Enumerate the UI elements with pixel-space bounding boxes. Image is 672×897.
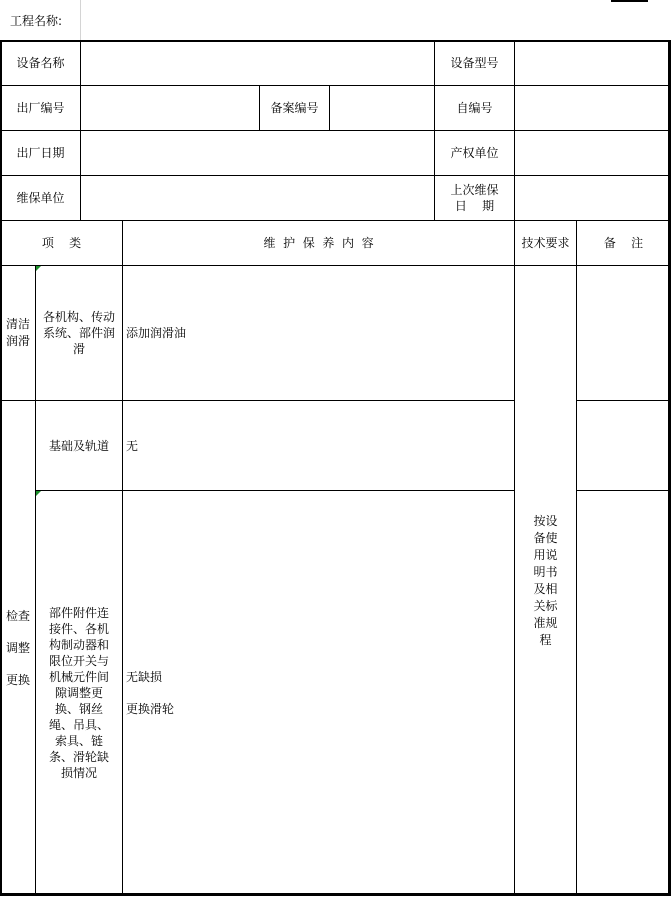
project-name-label: 工程名称:: [10, 14, 63, 28]
last-maint-label-line2: 日 期: [454, 199, 495, 213]
factory-date-label: 出厂日期: [1, 131, 81, 176]
device-name-value[interactable]: [81, 41, 435, 86]
factory-date-value[interactable]: [81, 131, 435, 176]
clean-category: 清洁润滑: [1, 266, 36, 401]
owner-unit-label: 产权单位: [435, 131, 515, 176]
parts-item: 部件附件连接件、各机构制动器和限位开关与机械元件间隙调整更换、钢丝绳、吊具、索具、链条、滑轮缺损情况: [36, 491, 123, 896]
filing-no-label: 备案编号: [260, 86, 330, 131]
device-model-label: 设备型号: [435, 41, 515, 86]
self-no-label: 自编号: [435, 86, 515, 131]
last-maint-date-value[interactable]: [515, 176, 671, 221]
info-row-device: [1, 41, 671, 86]
foundation-remark[interactable]: [577, 401, 671, 491]
maintenance-record-table: [0, 40, 671, 896]
self-no-value[interactable]: [515, 86, 671, 131]
last-maint-date-label: [435, 176, 515, 221]
title-divider: [80, 0, 81, 40]
clean-remark[interactable]: [577, 266, 671, 401]
factory-no-value[interactable]: [81, 86, 260, 131]
info-row-factory-no: [1, 86, 671, 131]
header-item-type: 项 类: [1, 221, 123, 266]
device-name-label: 设备名称: [1, 41, 81, 86]
foundation-item: 基础及轨道: [36, 401, 123, 491]
owner-unit-value[interactable]: [515, 131, 671, 176]
parts-remark[interactable]: [577, 491, 671, 896]
device-model-value[interactable]: [515, 41, 671, 86]
info-row-factory-date: [1, 131, 671, 176]
header-tech-req: 技术要求: [515, 221, 577, 266]
header-remark: 备 注: [577, 221, 671, 266]
maint-unit-label: 维保单位: [1, 176, 81, 221]
parts-content-line-1: 无缺损: [126, 670, 163, 684]
inspect-category: 检查调整更换: [1, 401, 36, 896]
clean-content: 添加润滑油: [123, 266, 515, 401]
last-maint-label-line1: 上次维保: [450, 183, 499, 197]
clean-row: [1, 266, 671, 401]
parts-content-line-2: 更换滑轮: [126, 702, 175, 716]
content-header-row: [1, 221, 671, 266]
clean-item: 各机构、传动系统、部件润滑: [36, 266, 123, 401]
filing-no-value[interactable]: [330, 86, 435, 131]
parts-content: [123, 491, 515, 896]
factory-no-label: 出厂编号: [1, 86, 81, 131]
header-content: 维 护 保 养 内 容: [123, 221, 515, 266]
tech-requirement: 按设备使用说明书及相关标准规程: [515, 266, 577, 896]
maint-unit-value[interactable]: [81, 176, 435, 221]
info-row-maint-unit: [1, 176, 671, 221]
foundation-content: 无: [123, 401, 515, 491]
project-title-row: [0, 0, 672, 40]
